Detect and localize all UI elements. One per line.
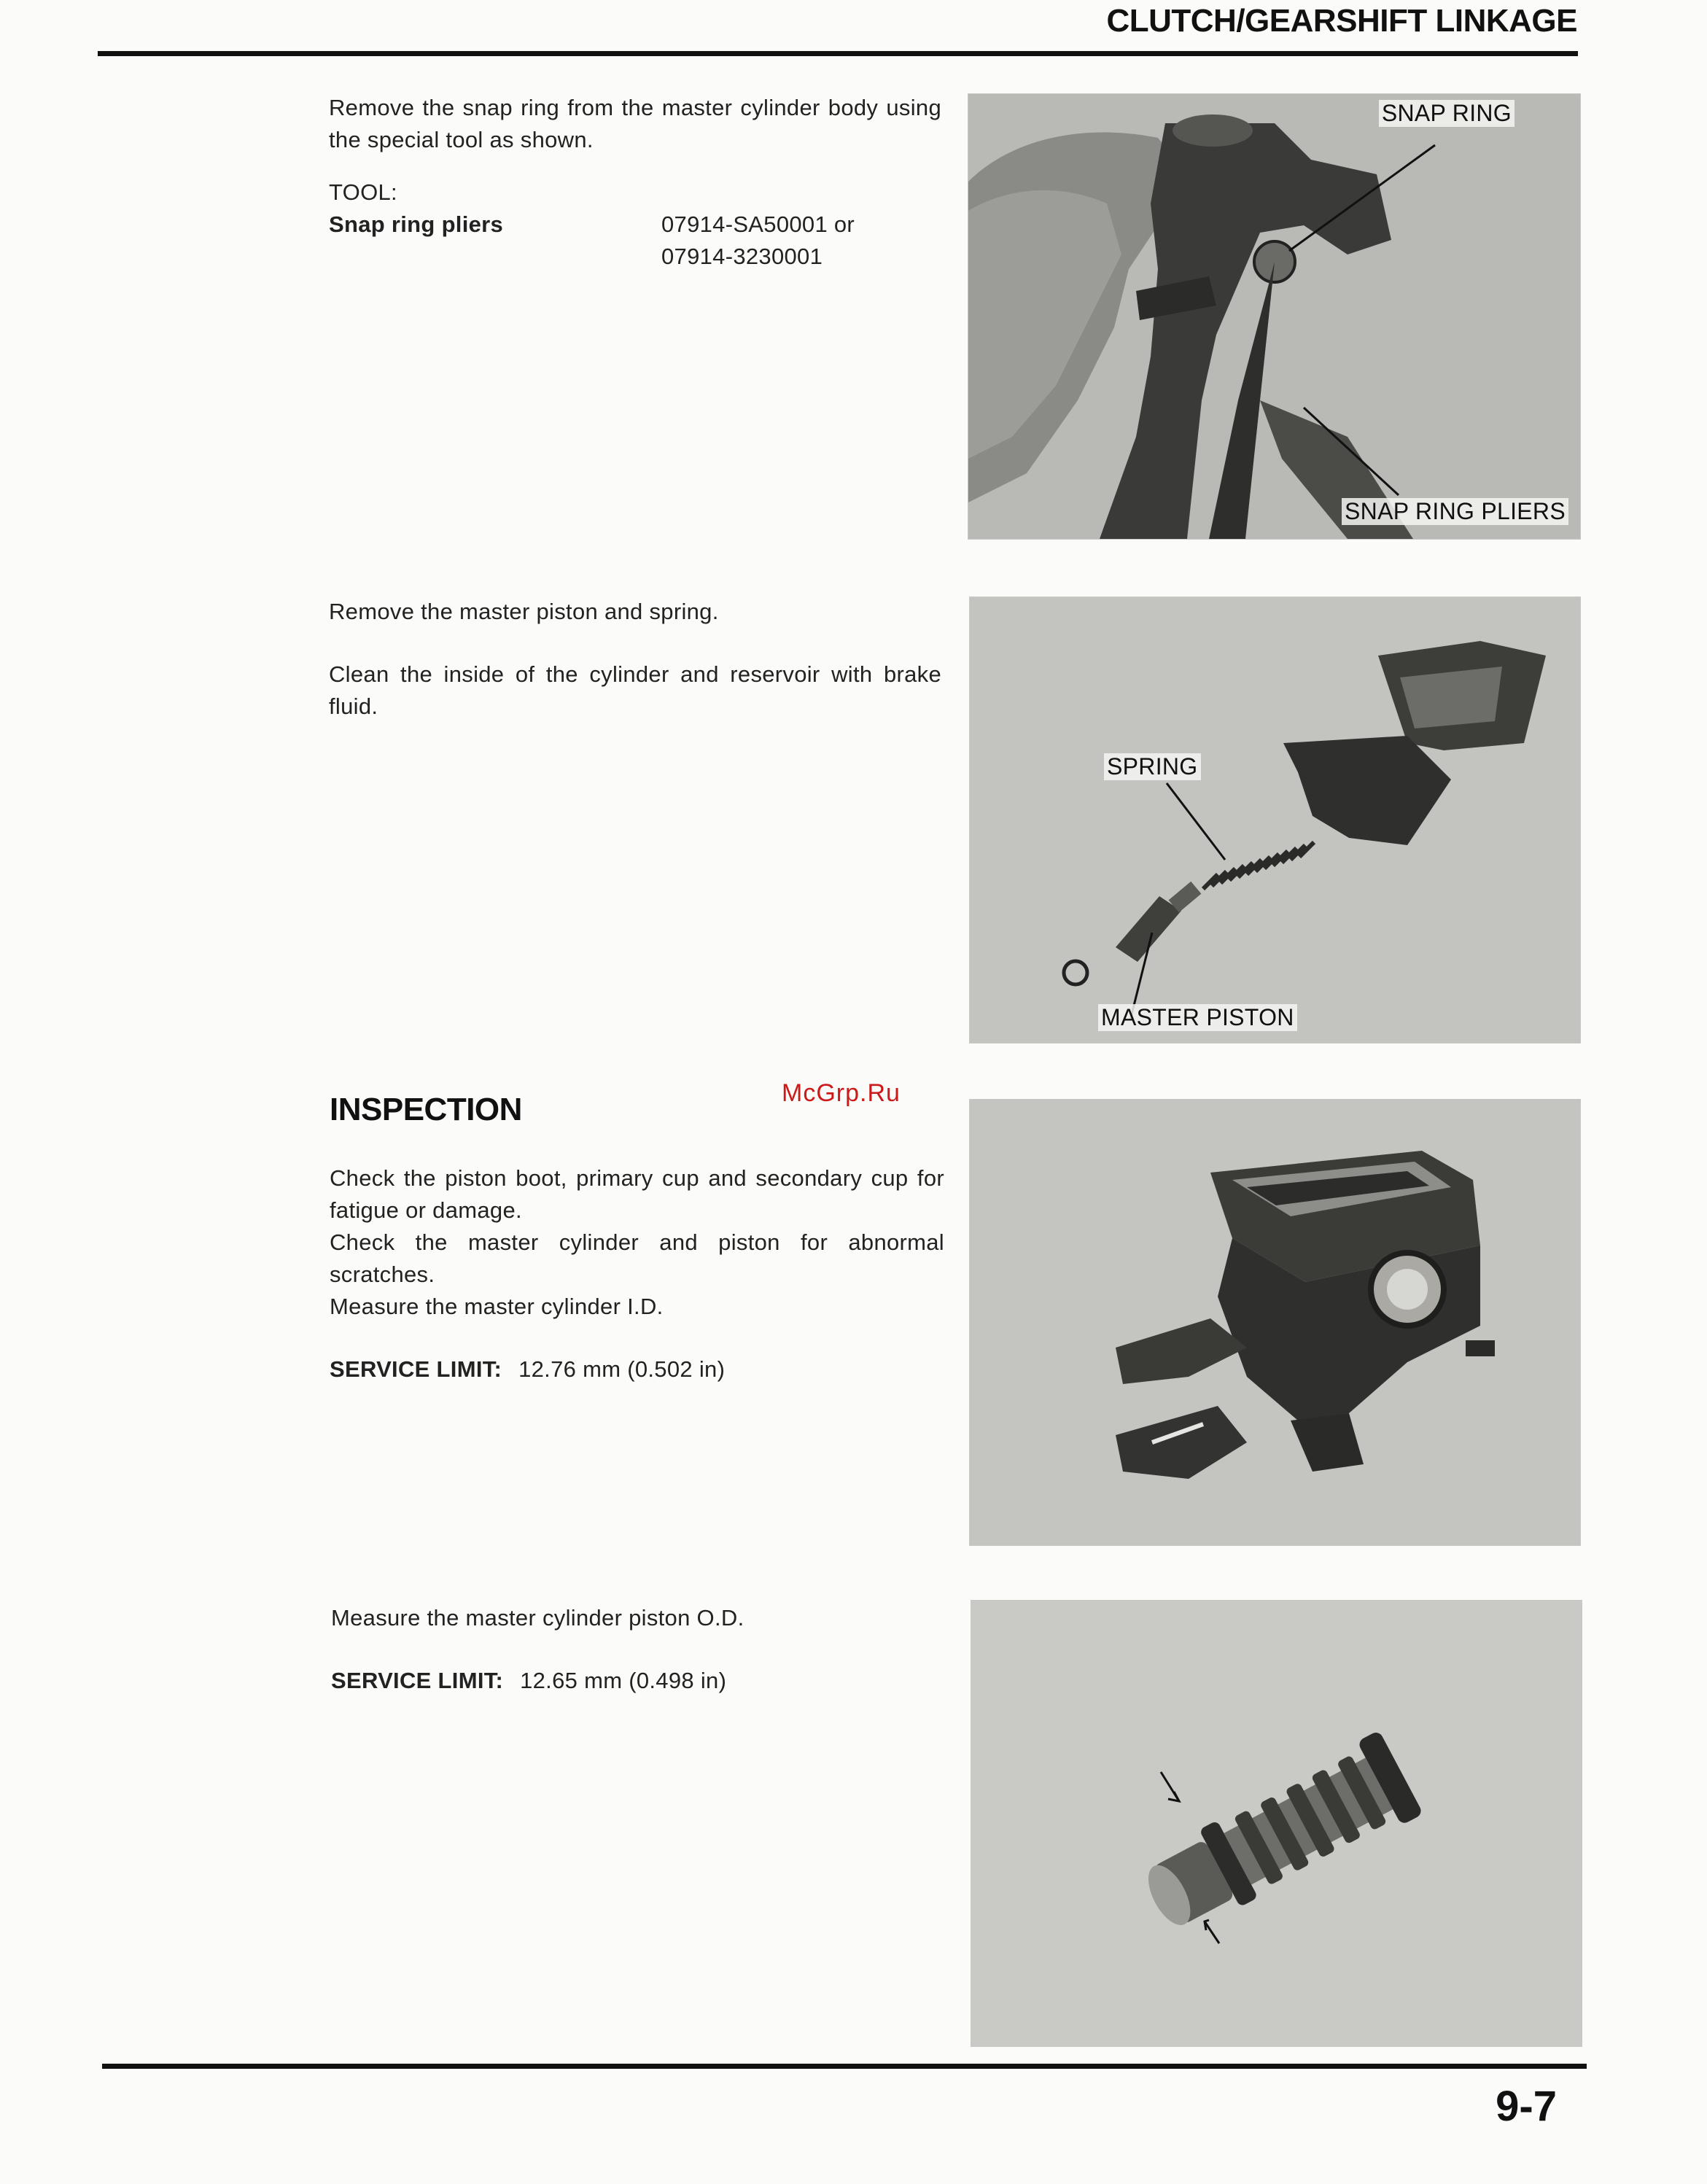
tool-label: TOOL: — [329, 179, 397, 205]
service-limit-1 — [330, 1353, 944, 1386]
page-number: 9-7 — [1496, 2083, 1557, 2130]
callout-snap-ring: SNAP RING — [1379, 100, 1514, 127]
step2-instruction-2: Clean the inside of the cylinder and reservoir with brake fluid. — [329, 661, 941, 719]
service-limit-value-2: 12.65 mm (0.498 in) — [520, 1668, 727, 1693]
callout-spring: SPRING — [1104, 753, 1201, 780]
inspection-text-3: Measure the master cylinder I.D. — [330, 1294, 664, 1319]
inspection-text-2: Check the master cylinder and piston for abnormal scratches. — [330, 1229, 944, 1287]
piston-od-photo-illustration — [971, 1601, 1582, 2046]
snap-ring-photo-illustration — [968, 94, 1580, 539]
header-rule — [98, 51, 1578, 56]
inspection-text-block — [330, 1162, 944, 1386]
master-cylinder-photo-illustration — [970, 1100, 1580, 1545]
step2-instruction-1: Remove the master piston and spring. — [329, 599, 719, 624]
photo-master-cylinder — [969, 1099, 1581, 1546]
piston-spring-photo-illustration — [970, 597, 1580, 1043]
service-limit-label: SERVICE LIMIT: — [330, 1356, 502, 1382]
step4-text-block — [331, 1602, 944, 1697]
footer-rule — [102, 2064, 1587, 2069]
service-limit-2 — [331, 1665, 944, 1697]
callout-master-piston: MASTER PISTON — [1098, 1004, 1297, 1031]
tool-number-2: 07914-3230001 — [661, 244, 823, 269]
step1-instruction: Remove the snap ring from the master cylinder body using the special tool as shown. — [329, 95, 941, 152]
tool-row — [329, 209, 941, 241]
tool-number-1: 07914-SA50001 or — [661, 211, 855, 237]
watermark: McGrp.Ru — [782, 1079, 901, 1107]
step2-text-block — [329, 596, 941, 723]
photo-snap-ring-removal — [968, 93, 1581, 540]
section-heading-inspection: INSPECTION — [330, 1092, 522, 1127]
step4-instruction: Measure the master cylinder piston O.D. — [331, 1605, 744, 1631]
photo-piston-spring — [969, 596, 1581, 1044]
tool-row-2 — [329, 241, 941, 273]
photo-piston-od — [971, 1600, 1582, 2047]
page-header-title: CLUTCH/GEARSHIFT LINKAGE — [1106, 3, 1577, 39]
tool-name: Snap ring pliers — [329, 211, 504, 237]
callout-snap-ring-pliers: SNAP RING PLIERS — [1342, 498, 1568, 525]
service-limit-value: 12.76 mm (0.502 in) — [518, 1356, 726, 1382]
step1-text-block — [329, 92, 941, 273]
inspection-text-1: Check the piston boot, primary cup and secondary cup for fatigue or damage. — [330, 1165, 944, 1223]
service-limit-label-2: SERVICE LIMIT: — [331, 1668, 504, 1693]
